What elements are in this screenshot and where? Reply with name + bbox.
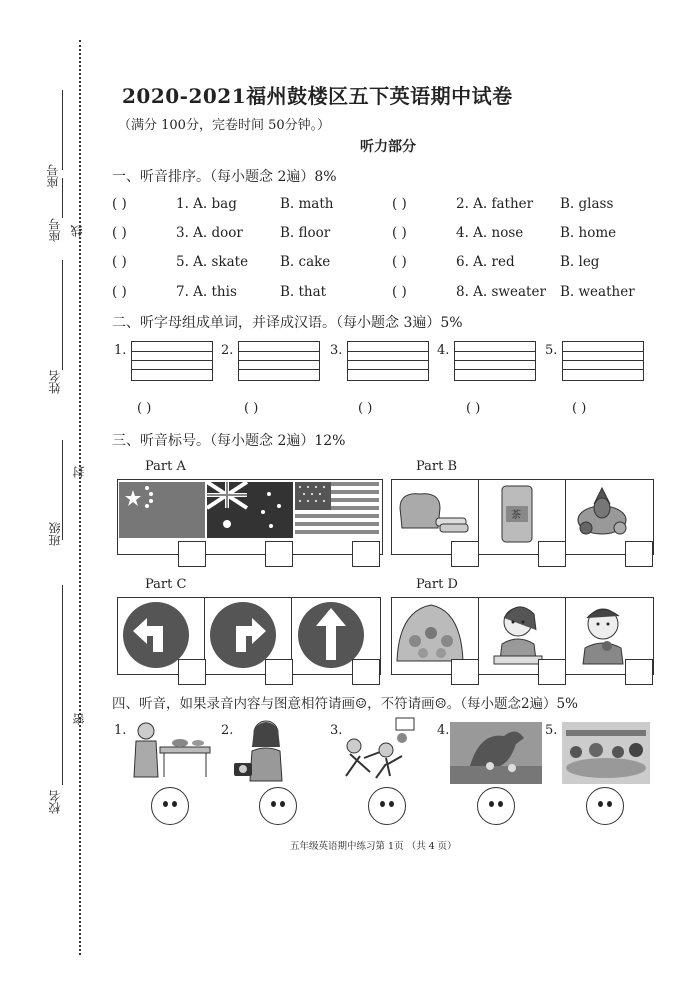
q2-number-5: 5. xyxy=(545,343,558,358)
label-school: 校名 xyxy=(48,790,62,814)
answer-box[interactable] xyxy=(538,541,566,567)
option-a: 2. A. father xyxy=(456,196,534,212)
fruit-icon xyxy=(572,484,632,542)
dinosaur-scene-icon xyxy=(450,722,542,784)
zoo-scene-icon xyxy=(562,722,650,784)
tea-can-icon xyxy=(498,484,538,544)
bread-icon xyxy=(396,488,471,538)
australia-flag-icon xyxy=(207,482,293,538)
label-seat-number: 座号 xyxy=(46,164,60,188)
q4-number-4: 4. xyxy=(437,723,450,738)
option-b: B. glass xyxy=(560,196,614,212)
word-writing-box-3[interactable] xyxy=(347,341,429,381)
q2-number-2: 2. xyxy=(221,343,234,358)
option-a: 7. A. this xyxy=(176,284,237,300)
option-b: B. floor xyxy=(280,225,331,241)
q4-number-3: 3. xyxy=(330,723,343,738)
page-footer: 五年级英语期中练习第 1页 （共 4 页） xyxy=(290,841,457,852)
q1-heading: 一、听音排序。（每小题念 2遍）8% xyxy=(112,169,337,185)
label-name: 姓名 xyxy=(48,370,62,394)
option-b: B. leg xyxy=(560,254,600,270)
seat-line-2 xyxy=(62,178,63,218)
label-secret: 密 xyxy=(72,713,86,725)
school-line xyxy=(62,585,63,785)
classroom-scene-icon xyxy=(395,601,465,667)
option-a: 3. A. door xyxy=(176,225,243,241)
word-writing-box-5[interactable] xyxy=(562,341,644,381)
answer-paren[interactable]: ( ) xyxy=(112,196,127,212)
answer-box[interactable] xyxy=(265,541,293,567)
option-a: 5. A. skate xyxy=(176,254,249,270)
translation-paren-1[interactable]: ( ) xyxy=(137,401,152,416)
q2-number-4: 4. xyxy=(437,343,450,358)
answer-paren[interactable]: ( ) xyxy=(112,284,127,300)
answer-box[interactable] xyxy=(538,659,566,685)
smiley-answer-4[interactable] xyxy=(477,787,515,825)
china-flag-icon xyxy=(119,482,205,538)
q4-heading: 四、听音，如果录音内容与图意相符请画☺，不符请画☹。（每小题念2遍）5% xyxy=(112,696,578,712)
answer-paren[interactable]: ( ) xyxy=(392,254,407,270)
answer-paren[interactable]: ( ) xyxy=(392,225,407,241)
option-a: 6. A. red xyxy=(456,254,515,270)
translation-paren-5[interactable]: ( ) xyxy=(572,401,587,416)
seat-line xyxy=(62,90,63,170)
binding-dotted-line xyxy=(79,40,81,955)
option-b: B. cake xyxy=(280,254,331,270)
answer-paren[interactable]: ( ) xyxy=(112,254,127,270)
word-writing-box-2[interactable] xyxy=(238,341,320,381)
label-line: 线 xyxy=(70,225,84,237)
answer-box[interactable] xyxy=(625,541,653,567)
answer-paren[interactable]: ( ) xyxy=(392,284,407,300)
q4-number-5: 5. xyxy=(545,723,558,738)
smiley-answer-3[interactable] xyxy=(368,787,406,825)
translation-paren-4[interactable]: ( ) xyxy=(466,401,481,416)
label-seal: 封 xyxy=(72,466,86,478)
option-b: B. that xyxy=(280,284,327,300)
q4-number-2: 2. xyxy=(221,723,234,738)
option-a: 4. A. nose xyxy=(456,225,524,241)
word-writing-box-1[interactable] xyxy=(131,341,213,381)
option-a: 1. A. bag xyxy=(176,196,237,212)
q2-number-1: 1. xyxy=(114,343,127,358)
cooking-scene-icon xyxy=(124,717,216,781)
q4-number-1: 1. xyxy=(114,723,127,738)
answer-box[interactable] xyxy=(265,659,293,685)
usa-flag-icon xyxy=(295,482,379,538)
part-b-label: Part B xyxy=(416,459,458,474)
translation-paren-3[interactable]: ( ) xyxy=(358,401,373,416)
smiley-answer-2[interactable] xyxy=(259,787,297,825)
smiley-answer-1[interactable] xyxy=(151,787,189,825)
answer-box[interactable] xyxy=(451,541,479,567)
girl-writing-icon xyxy=(486,600,550,666)
option-b: B. math xyxy=(280,196,334,212)
part-d-label: Part D xyxy=(416,577,458,592)
answer-box[interactable] xyxy=(625,659,653,685)
exam-info: （满分 100分，完卷时间 50分钟。） xyxy=(118,118,331,133)
answer-paren[interactable]: ( ) xyxy=(392,196,407,212)
smiley-answer-5[interactable] xyxy=(586,787,624,825)
answer-box[interactable] xyxy=(178,541,206,567)
answer-box[interactable] xyxy=(352,541,380,567)
option-b: B. home xyxy=(560,225,617,241)
name-line xyxy=(62,260,63,370)
section-title: 听力部分 xyxy=(360,139,416,155)
translation-paren-2[interactable]: ( ) xyxy=(244,401,259,416)
svg-text:茶: 茶 xyxy=(511,510,521,521)
answer-box[interactable] xyxy=(451,659,479,685)
answer-box[interactable] xyxy=(178,659,206,685)
part-a-label: Part A xyxy=(145,459,186,474)
label-seat-number-2: 座号 xyxy=(48,218,62,242)
label-class: 班级 xyxy=(48,522,62,546)
boy-eating-icon xyxy=(573,600,637,666)
basketball-scene-icon xyxy=(340,716,420,784)
word-writing-box-4[interactable] xyxy=(454,341,536,381)
q2-heading: 二、听字母组成单词，并译成汉语。（每小题念 3遍）5% xyxy=(112,315,463,331)
answer-paren[interactable]: ( ) xyxy=(112,225,127,241)
page-title: 2020-2021福州鼓楼区五下英语期中试卷 xyxy=(122,84,513,108)
option-b: B. weather xyxy=(560,284,635,300)
q2-number-3: 3. xyxy=(330,343,343,358)
option-a: 8. A. sweater xyxy=(456,284,546,300)
girl-camera-icon xyxy=(232,717,296,783)
answer-box[interactable] xyxy=(352,659,380,685)
q3-heading: 三、听音标号。（每小题念 2遍）12% xyxy=(112,433,346,449)
part-c-label: Part C xyxy=(145,577,187,592)
